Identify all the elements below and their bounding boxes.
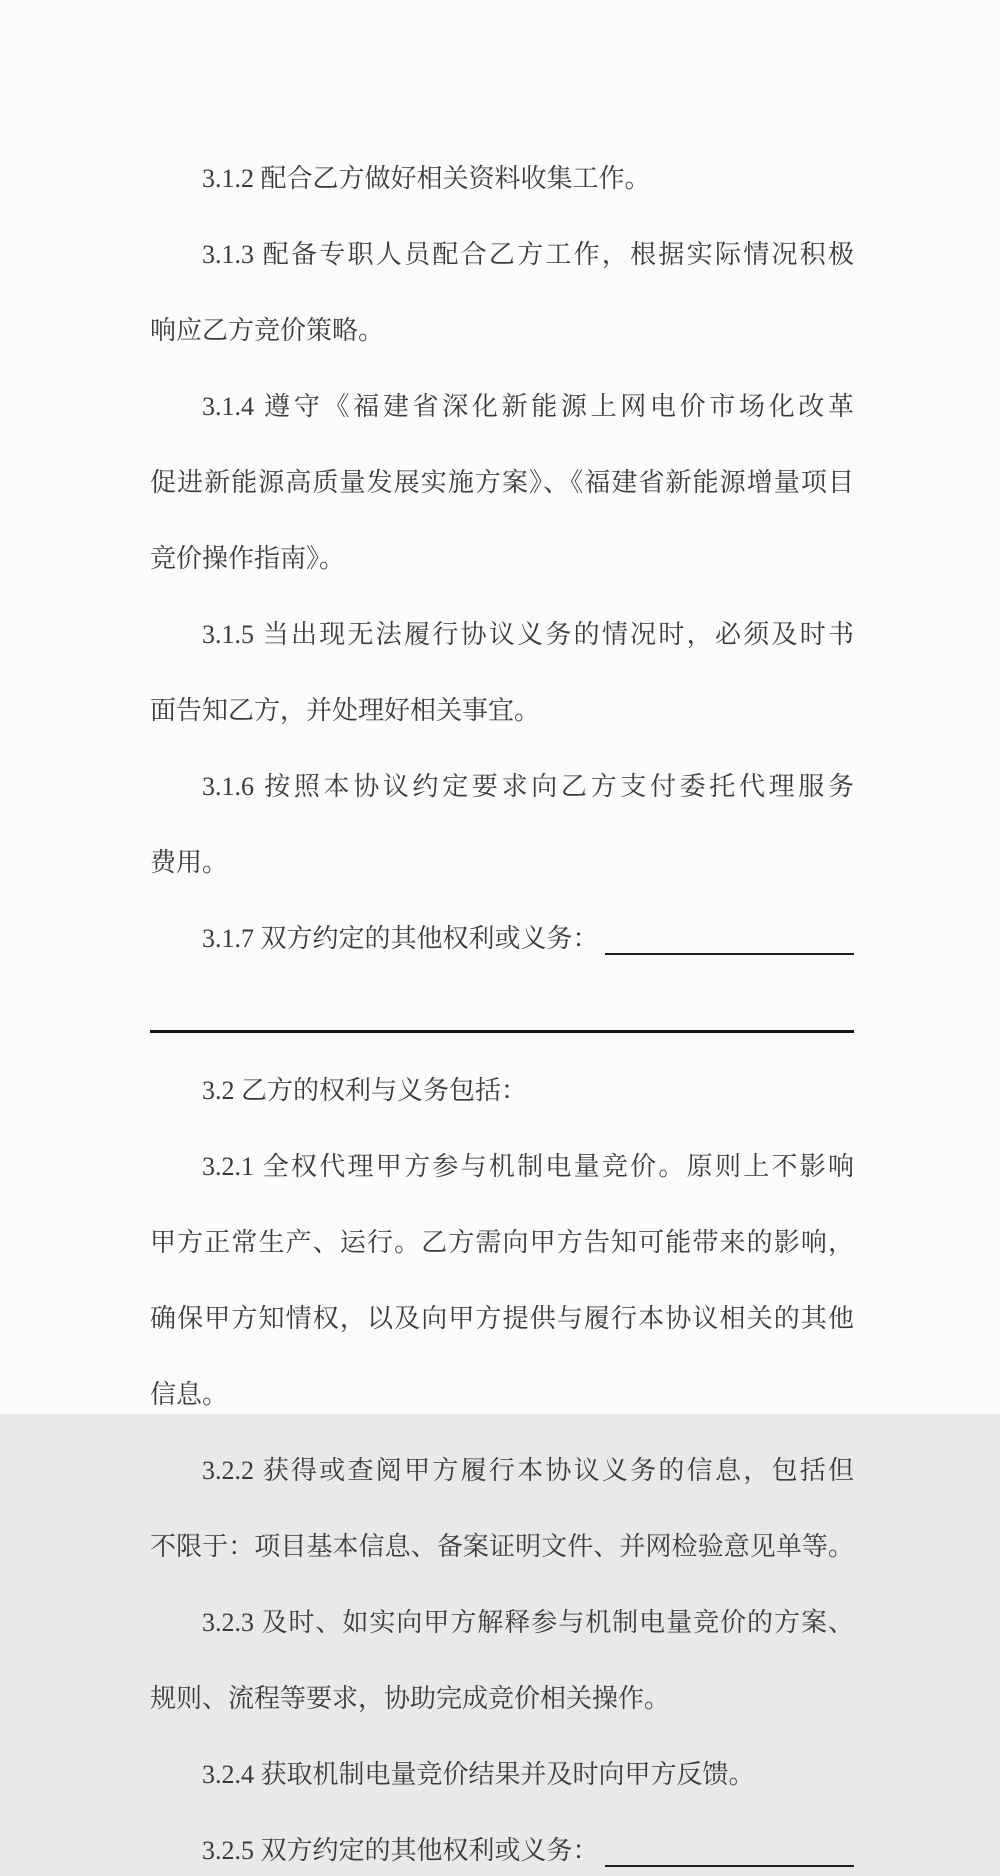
clause-3-2-3-line-2: 规则、流程等要求，协助完成竞价相关操作。 — [150, 1684, 671, 1713]
fill-in-blank — [605, 914, 854, 955]
clause-3-2-1-line-1: 3.2.1 全权代理甲方参与机制电量竞价。原则上不影响 — [202, 1152, 854, 1181]
clause-3-1-7-label: 3.1.7 双方约定的其他权利或义务： — [202, 924, 599, 953]
clause-3-2-4: 3.2.4 获取机制电量竞价结果并及时向甲方反馈。 — [202, 1760, 755, 1789]
clause-3-1-4-line-2: 促进新能源高质量发展实施方案》、《福建省新能源增量项目 — [150, 468, 854, 497]
clause-3-2-5-label: 3.2.5 双方约定的其他权利或义务： — [202, 1836, 599, 1865]
clause-3-2-heading: 3.2 乙方的权利与义务包括： — [202, 1076, 528, 1105]
clause-3-1-7 — [150, 914, 854, 964]
clause-3-2-1-line-3: 确保甲方知情权，以及向甲方提供与履行本协议相关的其他 — [150, 1304, 854, 1333]
clause-3-2-2-line-1: 3.2.2 获得或查阅甲方履行本协议义务的信息，包括但 — [202, 1456, 854, 1485]
blank-underline — [150, 990, 854, 1033]
clause-3-2-5 — [150, 1826, 854, 1876]
clause-3-1-4-line-1: 3.1.4 遵守《福建省深化新能源上网电价市场化改革 — [202, 392, 854, 421]
clause-3-1-4-line-3: 竞价操作指南》。 — [150, 544, 346, 573]
clause-3-2-2-line-2: 不限于：项目基本信息、备案证明文件、并网检验意见单等。 — [150, 1532, 854, 1561]
fill-in-blank-continuation-line — [150, 990, 854, 1040]
clause-3-1-3-line-2: 响应乙方竞价策略。 — [150, 316, 385, 345]
clause-3-1-2: 3.1.2 配合乙方做好相关资料收集工作。 — [202, 164, 651, 193]
fill-in-blank — [605, 1826, 854, 1867]
clause-3-2-1-line-2: 甲方正常生产、运行。乙方需向甲方告知可能带来的影响， — [150, 1228, 854, 1257]
clause-3-2-1-line-4: 信息。 — [150, 1380, 229, 1409]
clause-3-1-6-line-2: 费用。 — [150, 848, 229, 877]
clause-3-2-3-line-1: 3.2.3 及时、如实向甲方解释参与机制电量竞价的方案、 — [202, 1608, 854, 1637]
clause-3-1-5-line-1: 3.1.5 当出现无法履行协议义务的情况时，必须及时书 — [202, 620, 854, 649]
clause-3-1-3-line-1: 3.1.3 配备专职人员配合乙方工作，根据实际情况积极 — [202, 240, 854, 269]
clause-3-1-6-line-1: 3.1.6 按照本协议约定要求向乙方支付委托代理服务 — [202, 772, 854, 801]
clause-3-1-5-line-2: 面告知乙方，并处理好相关事宜。 — [150, 696, 541, 725]
